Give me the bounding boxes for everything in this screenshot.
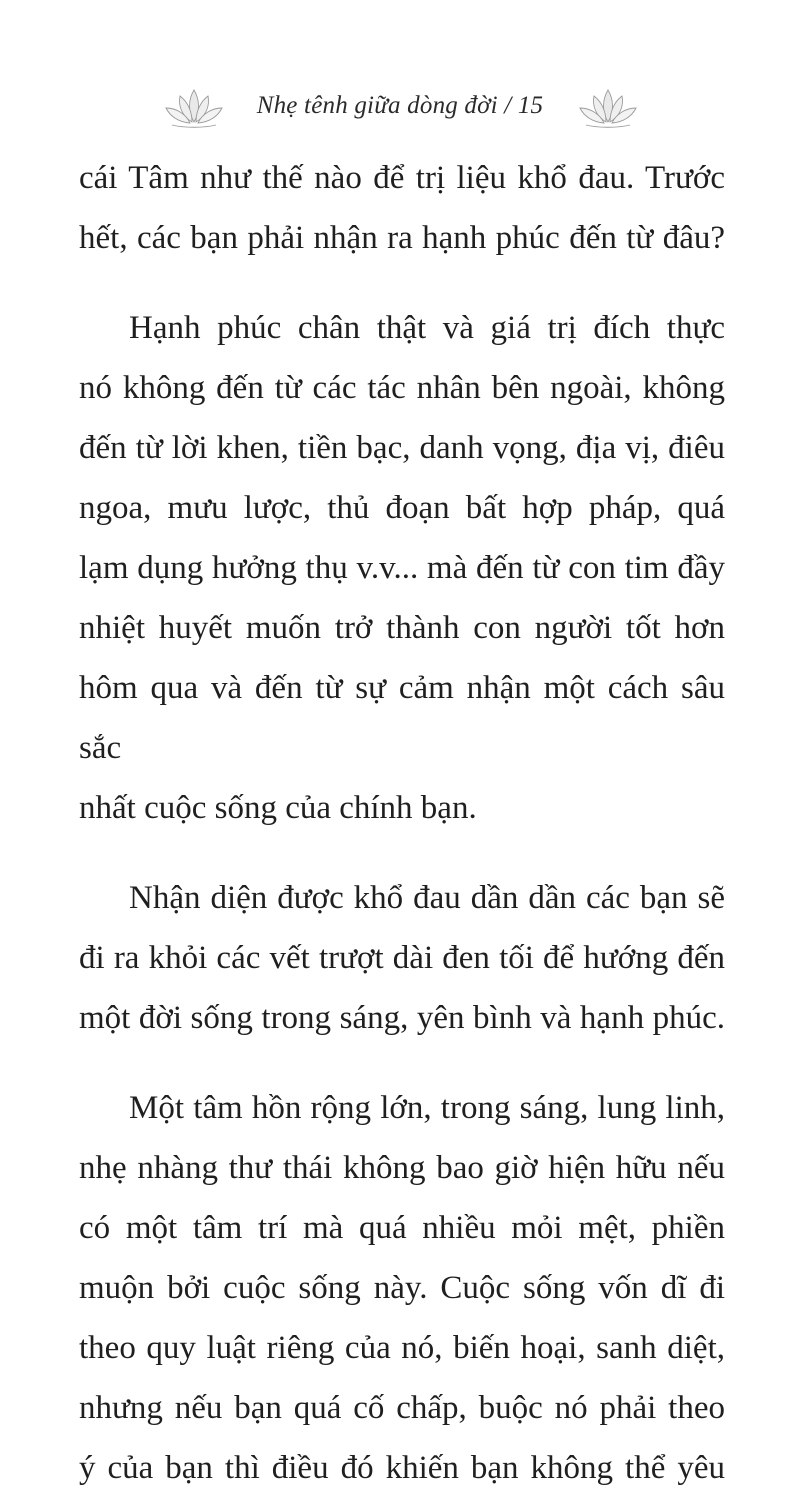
text-line: lạm dụng hưởng thụ v.v... mà đến từ con tim đầy [79,550,725,586]
paragraph [79,1078,725,1498]
text-line: đến từ lời khen, tiền bạc, danh vọng, địa vị, điêu [79,430,725,466]
text-line: cái Tâm như thế nào để trị liệu khổ đau. Trước [79,160,725,196]
page-header-title: Nhẹ tênh giữa dòng đời / 15 [256,92,544,119]
lotus-icon [576,82,640,130]
text-line: hết, các bạn phải nhận ra hạnh phúc đến từ đâu? [79,220,725,256]
text-line: Hạnh phúc chân thật và giá trị đích thực [129,310,725,346]
text-line: một đời sống trong sáng, yên bình và hạnh phúc. [79,1000,725,1036]
text-line: Nhận diện được khổ đau dần dần các bạn sẽ [129,880,725,916]
text-line: nhiệt huyết muốn trở thành con người tốt hơn [79,610,725,646]
text-line: đi ra khỏi các vết trượt dài đen tối để hướng đến [79,940,725,976]
text-line: hôm qua và đến từ sự cảm nhận một cách sâu sắc [79,670,725,766]
text-line: nhưng nếu bạn quá cố chấp, buộc nó phải theo [79,1390,725,1426]
text-line: muộn bởi cuộc sống này. Cuộc sống vốn dĩ đi [79,1270,725,1306]
text-line: ngoa, mưu lược, thủ đoạn bất hợp pháp, quá [79,490,725,526]
text-line: theo quy luật riêng của nó, biến hoại, sanh diệt, [79,1330,725,1366]
running-header [0,80,800,140]
body-text [79,148,725,1498]
text-line: có một tâm trí mà quá nhiều mỏi mệt, phiền [79,1210,725,1246]
paragraph [79,868,725,1048]
text-line: nhất cuộc sống của chính bạn. [79,790,477,826]
paragraph [79,298,725,838]
text-line: nó không đến từ các tác nhân bên ngoài, không [79,370,725,406]
text-line: nhẹ nhàng thư thái không bao giờ hiện hữu nếu [79,1150,725,1186]
text-line: ý của bạn thì điều đó khiến bạn không thể yêu [79,1450,725,1486]
text-line: Một tâm hồn rộng lớn, trong sáng, lung linh, [129,1090,725,1126]
paragraph [79,148,725,268]
